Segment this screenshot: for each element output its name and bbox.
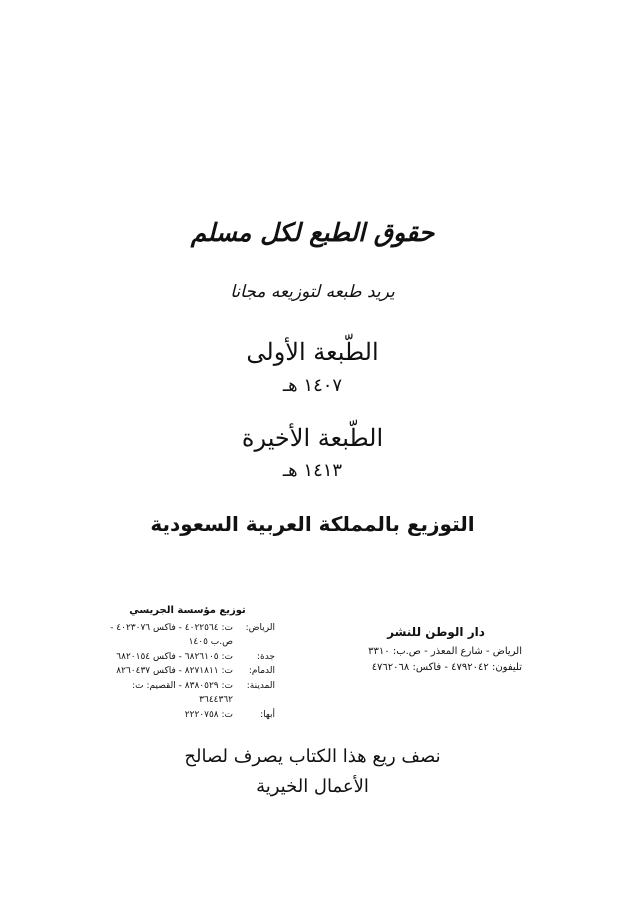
distributor-contacts <box>100 604 275 722</box>
distributor-numbers: ت: ٤٠٢٢٥٦٤ - فاكس ٤٠٢٣٠٧٦ - ص.ب ١٤٠٥ <box>110 622 233 647</box>
publisher-info <box>350 624 522 676</box>
charity-line-2: الأعمال الخيرية <box>256 776 369 797</box>
distributor-row <box>100 621 275 650</box>
last-edition-label: الطّبعة الأخيرة <box>241 424 384 452</box>
publisher-phone: تليفون: ٤٧٩٢٠٤٢ - فاكس: ٤٧٦٢٠٦٨ <box>371 662 522 673</box>
distributor-city: الدمام: <box>248 666 275 676</box>
distributor-city: المدينة: <box>246 680 275 691</box>
distribution-heading: التوزيع بالمملكة العربية السعودية <box>150 512 475 536</box>
distributor-numbers: ت: ٢٢٢٠٧٥٨ <box>184 709 233 720</box>
distributor-city: جدة: <box>256 651 275 662</box>
charity-note <box>0 742 625 802</box>
first-edition-label: الطّبعة الأولى <box>246 338 379 366</box>
distributor-city: أبها: <box>260 709 275 720</box>
charity-line-1: نصف ريع هذا الكتاب يصرف لصالح <box>184 746 441 767</box>
distributor-title: توزيع مؤسسة الجريسي <box>129 605 246 616</box>
distributor-row <box>100 679 275 708</box>
copyright-statement: حقوق الطبع لكل مسلم <box>190 218 435 247</box>
distributor-numbers: ت: ٨٢٧١٨١١ - فاكس ٨٢٦٠٤٣٧ <box>116 666 233 676</box>
print-permission: يريد طبعه لتوزيعه مجانا <box>230 282 395 302</box>
distributor-row <box>100 650 275 665</box>
publisher-address: الرياض - شارع المعذر - ص.ب: ٣٣١٠ <box>368 646 522 657</box>
distributor-numbers: ت: ٨٣٨٠٥٢٩ - القصيم: ت: ٣٦٤٤٣٦٢ <box>132 680 233 705</box>
publisher-name: دار الوطن للنشر <box>387 625 485 639</box>
last-edition-year: ١٤١٣ هـ <box>282 460 343 481</box>
first-edition-year: ١٤٠٧ هـ <box>282 375 343 396</box>
distributor-row <box>100 708 275 723</box>
distributor-city: الرياض: <box>245 622 275 633</box>
distributor-numbers: ت: ٦٨٢٦١٠٥ - فاكس ٦٨٢٠١٥٤ <box>116 651 233 662</box>
distributor-row <box>100 664 275 679</box>
